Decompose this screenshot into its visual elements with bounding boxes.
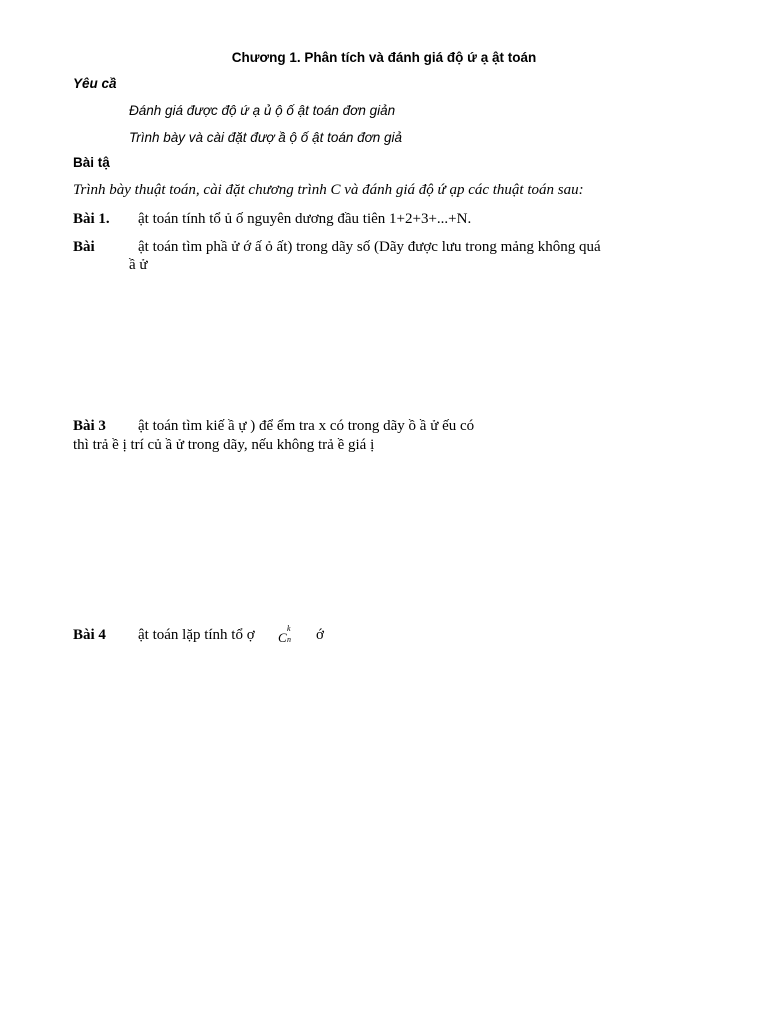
exercise-text: ật toán lặp tính tổ ợ	[138, 627, 255, 643]
formula-superscript: k	[287, 624, 291, 633]
exercises-heading: Bài tậ	[73, 155, 110, 170]
exercise-text-continued: ớ	[316, 627, 324, 643]
exercise-text: ật toán tính tổ ủ ố nguyên dương đầu tiên 1+2+3+...+N.	[138, 211, 472, 227]
formula-subscript: n	[287, 635, 291, 644]
exercise-label: Bài 4	[73, 627, 106, 643]
requirement-item-1: Đánh giá được độ ứ ạ ủ ộ ố ật toán đơn giản	[129, 103, 396, 118]
exercises-intro: Trình bày thuật toán, cài đặt chương trình C và đánh giá độ ứ ạp các thuật toán sau:	[73, 182, 584, 198]
exercise-text-continued: ầ ử	[129, 257, 148, 273]
exercise-label: Bài	[73, 239, 95, 255]
chapter-title: Chương 1. Phân tích và đánh giá độ ứ ạ ật toán	[231, 50, 537, 65]
requirements-heading: Yêu cầ	[73, 76, 117, 91]
exercise-label: Bài 1.	[73, 211, 110, 227]
exercise-text: ật toán tìm kiế ầ ự ) để ểm tra x có trong dãy ồ ầ ử ếu có	[138, 418, 475, 434]
exercise-text: ật toán tìm phầ ử ớ ấ ỏ ất) trong dãy số (Dãy được lưu trong mảng không quá	[138, 239, 601, 255]
formula-base: C	[278, 630, 287, 645]
combination-formula	[278, 624, 291, 646]
requirement-item-2: Trình bày và cài đặt đượ ầ ộ ố ật toán đơn giả	[129, 130, 403, 145]
exercise-text-continued: thì trả ề ị trí củ ầ ử trong dãy, nếu không trả ề giá ị	[73, 437, 375, 453]
exercise-label: Bài 3	[73, 418, 106, 434]
